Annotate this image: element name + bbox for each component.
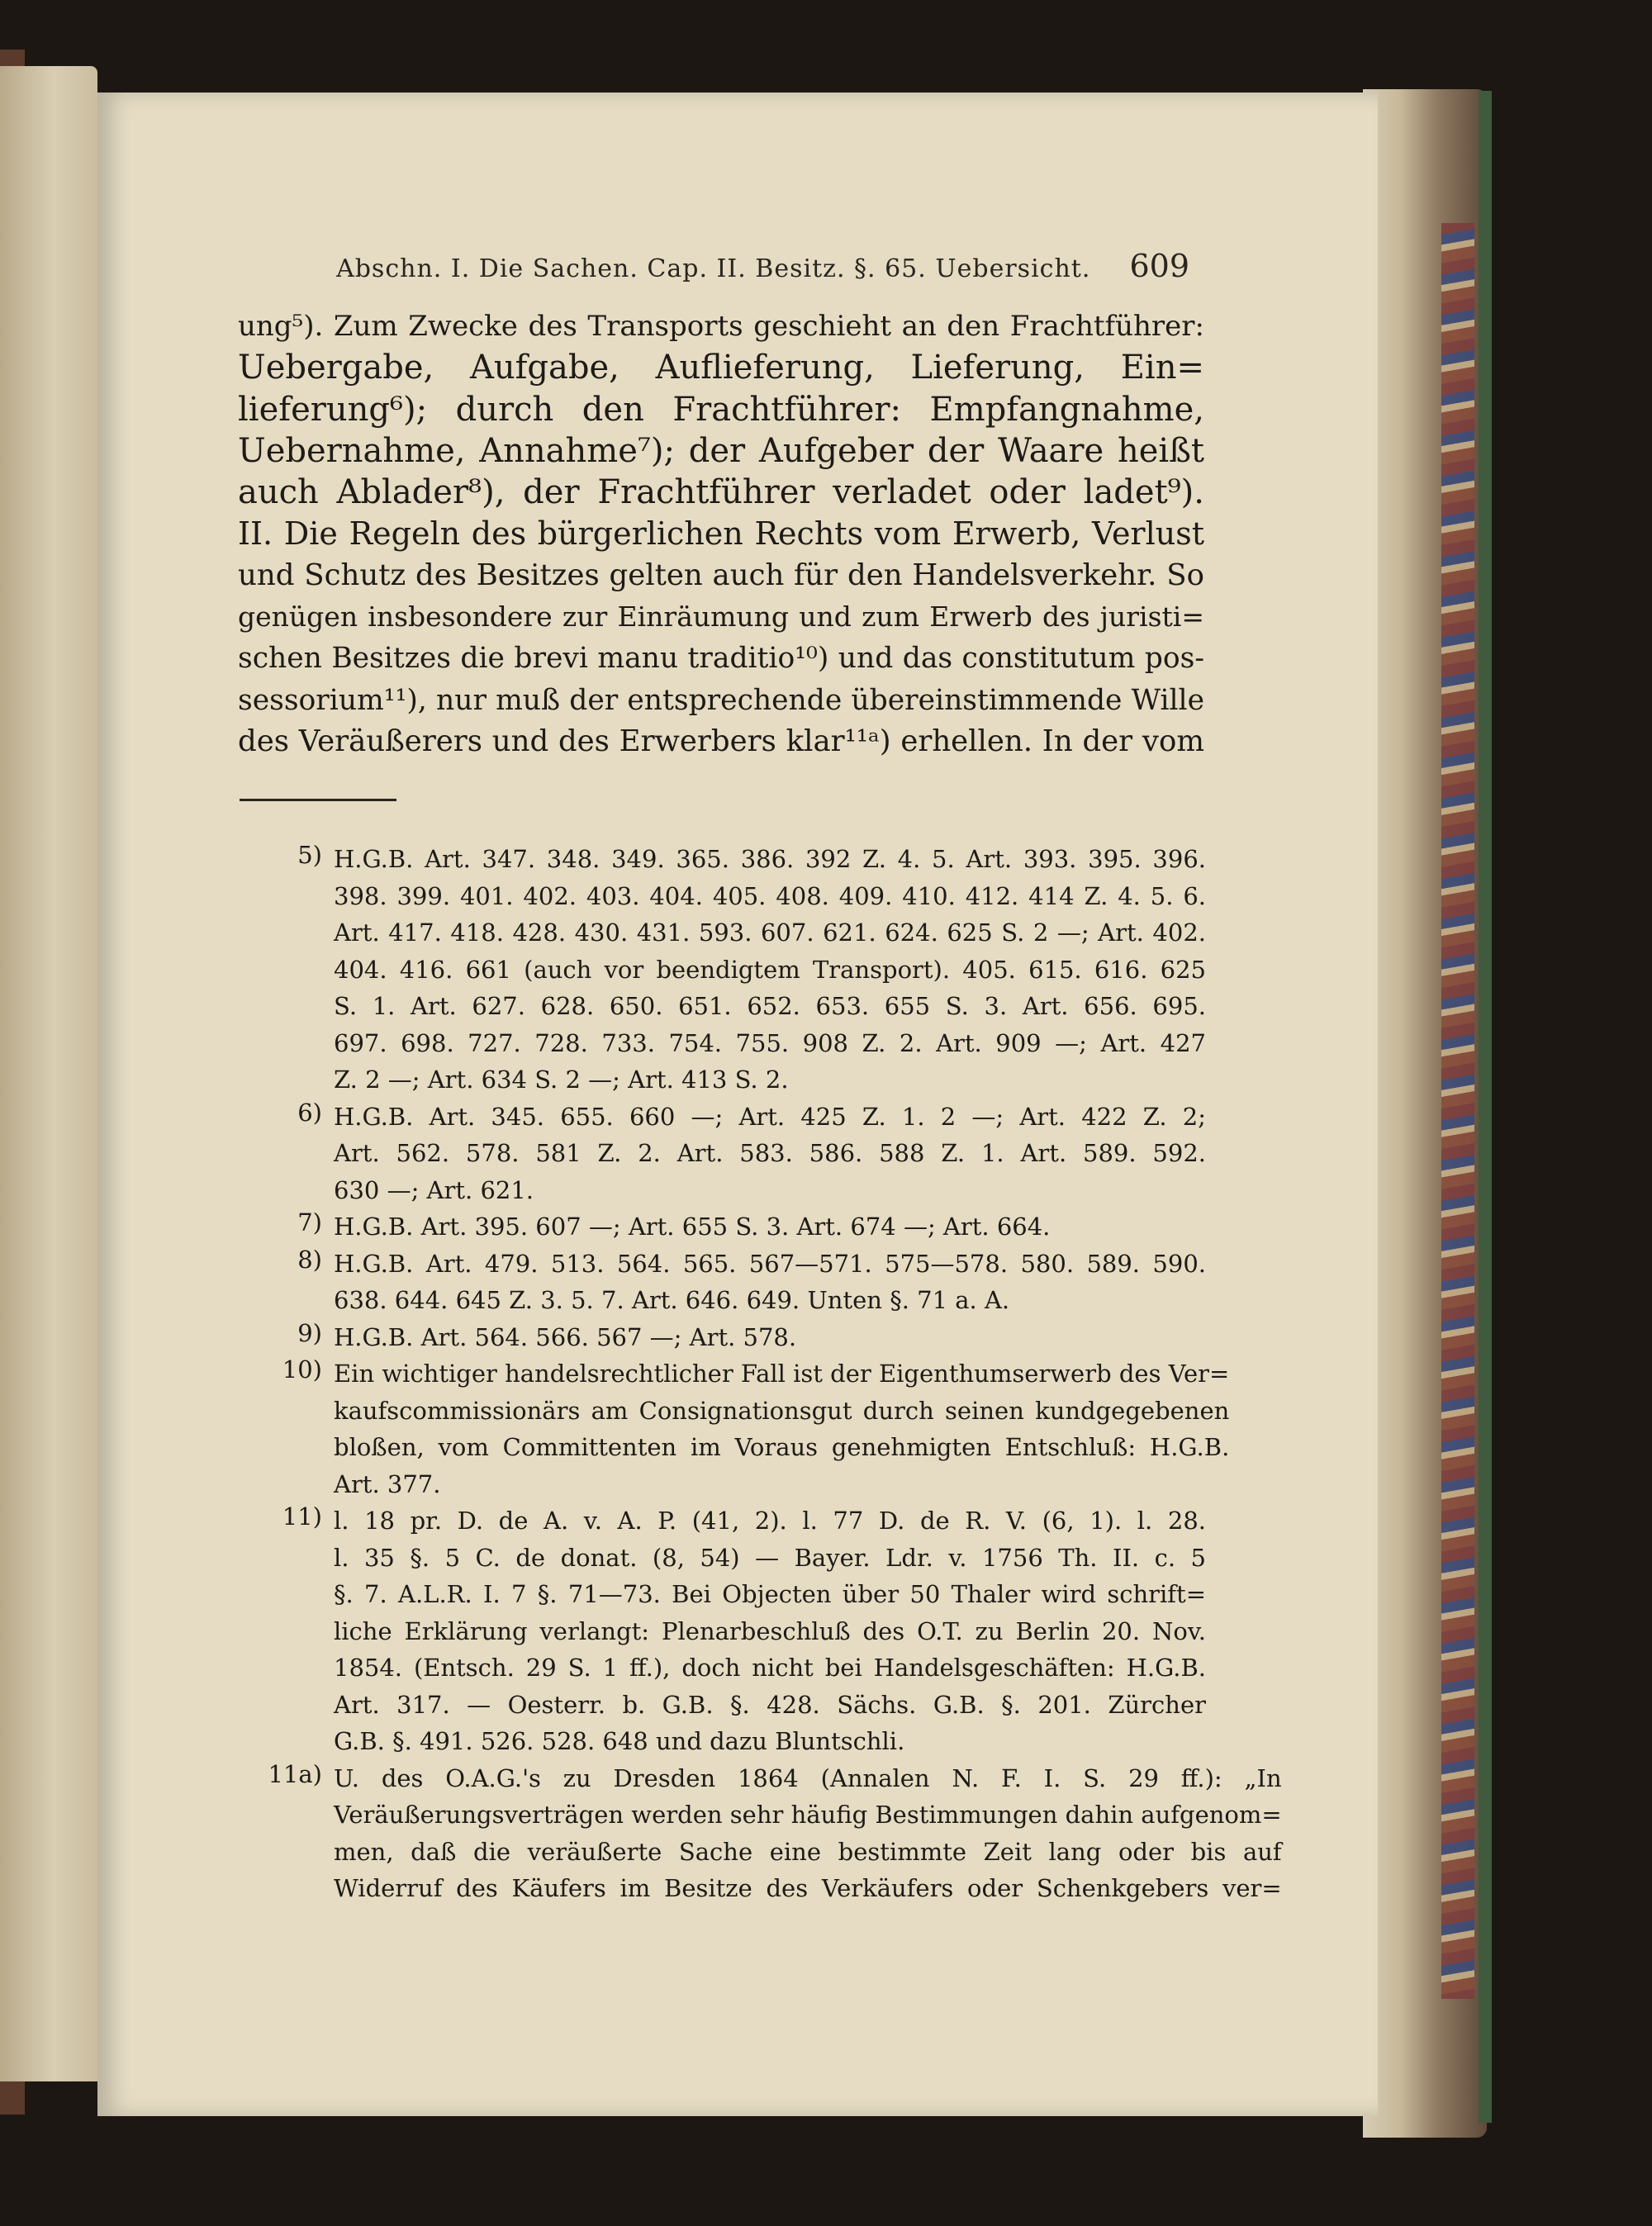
footnote-line: 697. 698. 727. 728. 733. 754. 755. 908 Z. 2. Art. 909 —; Art. 427: [334, 1028, 1206, 1057]
marbled-edge: [1441, 223, 1474, 1999]
footnote-line: H.G.B. Art. 347. 348. 349. 365. 386. 392 Z. 4. 5. Art. 393. 395. 396.: [334, 845, 1206, 873]
cover-edge: [1479, 91, 1492, 2123]
footnote-line: 1854. (Entsch. 29 S. 1 ff.), doch nicht bei Handelsgeschäften: H.G.B.: [334, 1654, 1206, 1682]
footnote-line: Ein wichtiger handelsrechtlicher Fall ist der Eigenthumserwerb des Ver=: [334, 1360, 1230, 1388]
footnote-separator: [240, 799, 396, 801]
footnote: [248, 1319, 1206, 1356]
footnote: [248, 1099, 1206, 1209]
body-line: genügen insbesondere zur Einräumung und zum Erwerb des juristi=: [238, 600, 1204, 634]
footnote: [248, 1502, 1206, 1760]
footnote-number: 8): [297, 1245, 322, 1274]
footnote-number: 5): [297, 841, 322, 869]
footnote: [248, 841, 1206, 1099]
footnote-line: Widerruf des Käufers im Besitze des Verkäufers oder Schenkgebers ver=: [334, 1874, 1282, 1902]
footnote-line: 398. 399. 401. 402. 403. 404. 405. 408. 409. 410. 412. 414 Z. 4. 5. 6.: [334, 881, 1206, 910]
footnote: [248, 1246, 1206, 1319]
footnote-line: G.B. §. 491. 526. 528. 648 und dazu Bluntschli.: [334, 1727, 905, 1755]
footnote-line: kaufscommissionärs am Consignationsgut durch seinen kundgegebenen: [334, 1396, 1230, 1425]
footnote-number: 9): [297, 1318, 322, 1347]
footnote-line: Art. 417. 418. 428. 430. 431. 593. 607. 621. 624. 625 S. 2 —; Art. 402.: [334, 918, 1206, 947]
footnote-line: H.G.B. Art. 345. 655. 660 —; Art. 425 Z. 1. 2 —; Art. 422 Z. 2;: [334, 1102, 1206, 1131]
footnote-number: 7): [297, 1208, 322, 1236]
footnote-line: U. des O.A.G.'s zu Dresden 1864 (Annalen N. F. I. S. 29 ff.): „In: [334, 1763, 1282, 1792]
footnote-line: Veräußerungsverträgen werden sehr häufig Bestimmungen dahin aufgenom=: [334, 1801, 1282, 1829]
body-line: II. Die Regeln des bürgerlichen Rechts vom Erwerb, Verlust: [238, 515, 1204, 553]
body-line: ung⁵). Zum Zwecke des Transports geschieht an den Frachtführer:: [238, 310, 1204, 343]
footnote-number: 11): [282, 1502, 322, 1531]
page-header: [322, 248, 1189, 289]
footnote-line: 630 —; Art. 621.: [334, 1175, 534, 1204]
footnote-line: S. 1. Art. 627. 628. 650. 651. 652. 653. 655 S. 3. Art. 656. 695.: [334, 992, 1206, 1020]
footnote-line: l. 35 §. 5 C. de donat. (8, 54) — Bayer. Ldr. v. 1756 Th. II. c. 5: [334, 1543, 1206, 1572]
body-line: schen Besitzes die brevi manu traditio¹⁰) und das constitutum pos-: [238, 642, 1204, 676]
footnote-number: 10): [282, 1355, 322, 1384]
footnote-line: l. 18 pr. D. de A. v. A. P. (41, 2). l. 77 D. de R. V. (6, 1). l. 28.: [334, 1507, 1206, 1535]
footnote-line: Art. 562. 578. 581 Z. 2. Art. 583. 586. 588 Z. 1. Art. 589. 592.: [334, 1139, 1206, 1167]
footnote-line: Z. 2 —; Art. 634 S. 2 —; Art. 413 S. 2.: [334, 1066, 789, 1094]
footnote-number: 11a): [268, 1759, 322, 1788]
body-line: Uebernahme, Annahme⁷); der Aufgeber der Waare heißt: [238, 431, 1204, 470]
main-text: [238, 306, 1204, 762]
body-line: sessorium¹¹), nur muß der entsprechende übereinstimmende Wille: [238, 683, 1204, 717]
footnote-line: Art. 377.: [334, 1469, 441, 1498]
facing-page-edge: [0, 66, 97, 2081]
footnote-line: 638. 644. 645 Z. 3. 5. 7. Art. 646. 649. Unten §. 71 a. A.: [334, 1286, 1010, 1314]
body-line: und Schutz des Besitzes gelten auch für den Handelsverkehr. So: [238, 558, 1204, 592]
footnote-line: H.G.B. Art. 395. 607 —; Art. 655 S. 3. Art. 674 —; Art. 664.: [334, 1213, 1051, 1241]
footnote-number: 6): [297, 1098, 322, 1127]
footnote-line: H.G.B. Art. 479. 513. 564. 565. 567—571. 575—578. 580. 589. 590.: [334, 1249, 1206, 1278]
footnote: [248, 1355, 1230, 1502]
footnote: [248, 1208, 1206, 1246]
body-line: lieferung⁶); durch den Frachtführer: Empfangnahme,: [238, 390, 1204, 429]
footnote-line: men, daß die veräußerte Sache eine bestimmte Zeit lang oder bis auf: [334, 1837, 1282, 1866]
body-line: Uebergabe, Aufgabe, Auflieferung, Lieferung, Ein=: [238, 349, 1204, 387]
footnote-line: §. 7. A.L.R. I. 7 §. 71—73. Bei Objecten über 50 Thaler wird schrift=: [334, 1580, 1206, 1608]
body-line: des Veräußerers und des Erwerbers klar¹¹ᵃ) erhellen. In der vom: [238, 724, 1204, 758]
footnote-line: bloßen, vom Committenten im Voraus genehmigten Entschluß: H.G.B.: [334, 1433, 1230, 1461]
footnote-line: Art. 317. — Oesterr. b. G.B. §. 428. Sächs. G.B. §. 201. Zürcher: [334, 1690, 1206, 1719]
body-line: auch Ablader⁸), der Frachtführer verladet oder ladet⁹).: [238, 473, 1204, 512]
footnote-line: H.G.B. Art. 564. 566. 567 —; Art. 578.: [334, 1322, 797, 1351]
footnotes: [248, 841, 1282, 1907]
running-head: Abschn. I. Die Sachen. Cap. II. Besitz. §. 65. Uebersicht.: [336, 254, 1091, 283]
footnote-line: liche Erklärung verlangt: Plenarbeschluß des O.T. zu Berlin 20. Nov.: [334, 1616, 1206, 1645]
footnote-line: 404. 416. 661 (auch vor beendigtem Transport). 405. 615. 616. 625: [334, 955, 1206, 984]
page-number: 609: [1129, 248, 1189, 284]
footnote: [248, 1759, 1282, 1907]
